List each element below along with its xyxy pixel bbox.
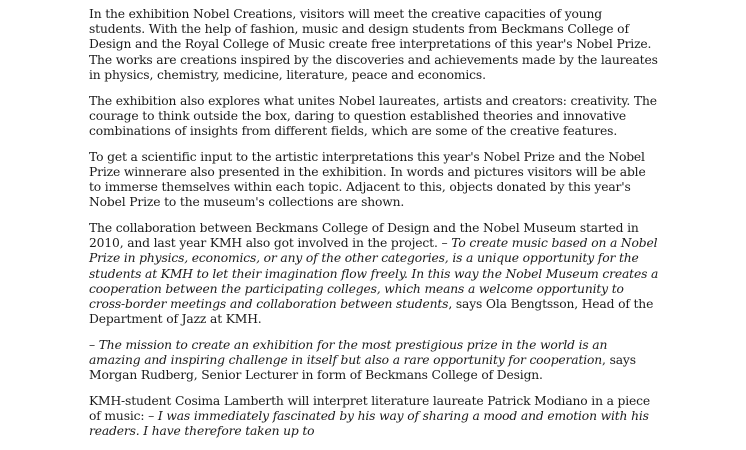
quote-text: – The mission to create an exhibition for the most prestigious prize in the world is an amazing and inspiring challenge in itself but also a rare opportunity for cooperation: [89, 337, 608, 368]
paragraph-text: KMH-student Cosima Lamberth will interpret literature laureate Patrick Modiano in a piece of music:: [89, 393, 651, 424]
paragraph-text: , says Morgan Rudberg, Senior Lecturer in form of Beckmans College of Design.: [89, 353, 636, 383]
paragraph-text: In the exhibition Nobel Creations, visitors will meet the creative capacities of young students. With the help of fashion, music and design students from Beckmans College of Design and the Royal College of Music create free interpretations of this year's Nobel Prize. The works are creations inspired by the discoveries and achievements made by the laureates in physics, chemistry, medicine, literature, peace and economics.: [89, 7, 658, 82]
quote-text: – To create music based on a Nobel Prize in physics, economics, or any of the other categories, is a unique opportunity for the students at KMH to let their imagination flow freely. In this way the Nobel Museum creates a cooperation between the participating colleges, which means a welcome opportunity to cross-border meetings and collaboration between students: [89, 236, 659, 311]
paragraph-mission-quote: [89, 338, 659, 384]
document-page: [89, 7, 659, 450]
paragraph-text: To get a scientific input to the artistic interpretations this year's Nobel Prize and the Nobel Prize winnerare also presented in the exhibition. In words and pictures visitors will be able to immerse themselves within each topic. Adjacent to this, objects donated by this year's Nobel Prize to the museum's collections are shown.: [89, 149, 646, 210]
quote-text: – I was immediately fascinated by his way of sharing a mood and emotion with his readers. I have therefore taken up to: [89, 409, 649, 439]
paragraph-text: , says Ola Bengtsson, Head of the Department of Jazz at KMH.: [89, 296, 654, 327]
paragraph-creativity: [89, 94, 659, 140]
paragraph-text: The collaboration between Beckmans College of Design and the Nobel Museum started in 2010, and last year KMH also got involved in the project.: [89, 220, 639, 251]
paragraph-student-quote: [89, 394, 659, 440]
paragraph-scientific-input: [89, 150, 659, 211]
paragraph-intro: [89, 7, 659, 83]
paragraph-text: The exhibition also explores what unites Nobel laureates, artists and creators: creativity. The courage to think outside the box, daring to question established theories and innovative combinations of insights from different fields, which are some of the creative features.: [89, 93, 657, 138]
paragraph-collaboration: [89, 221, 659, 327]
